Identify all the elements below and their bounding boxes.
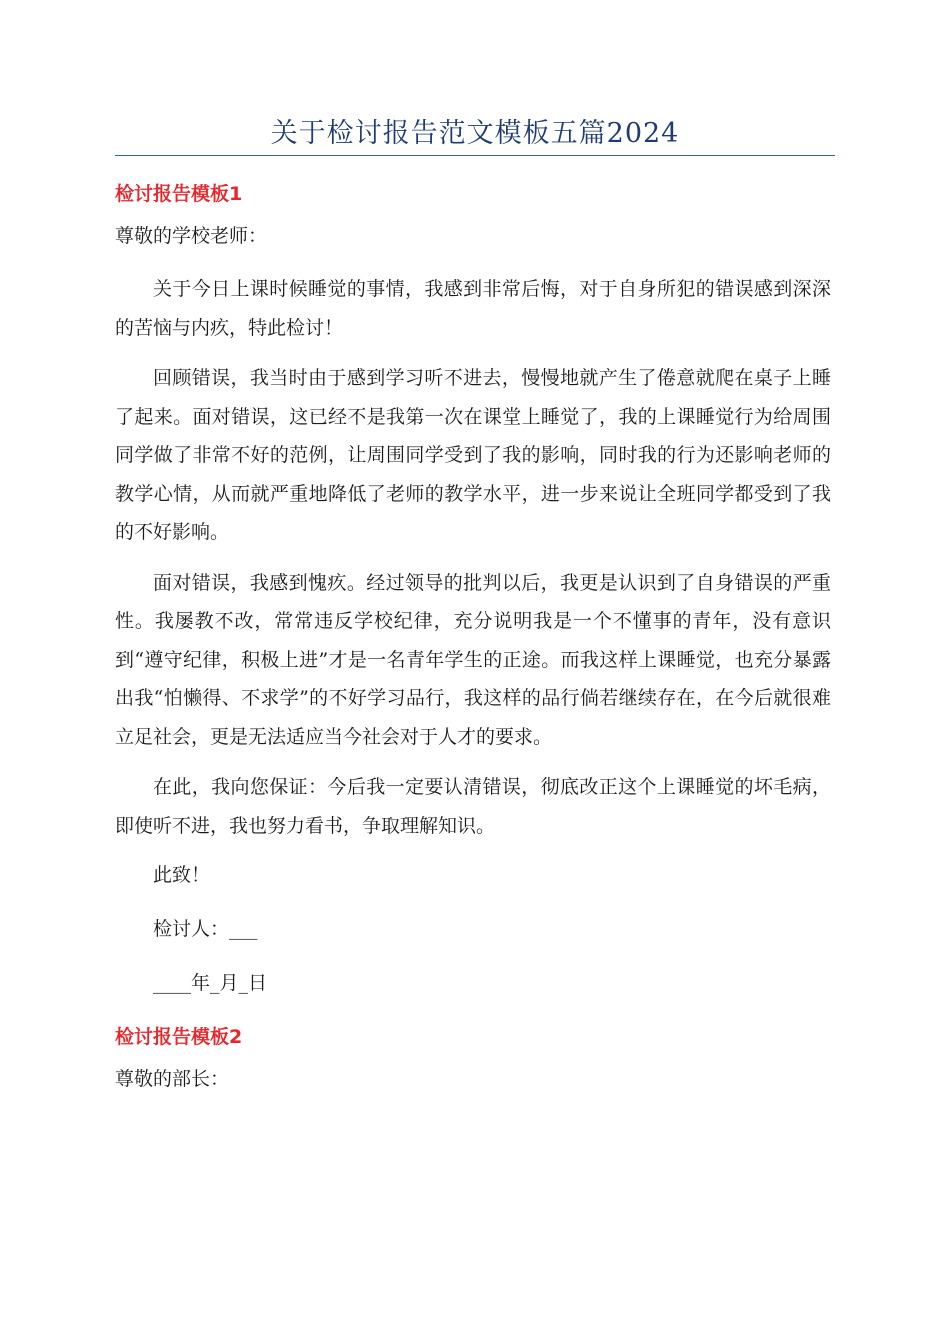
document-title: 关于检讨报告范文模板五篇2024 [270, 118, 680, 149]
body-paragraph: 关于今日上课时候睡觉的事情，我感到非常后悔，对于自身所犯的错误感到深深的苦恼与内疚，特此检讨！ [115, 278, 831, 339]
body-paragraph: 面对错误，我感到愧疚。经过领导的批判以后，我更是认识到了自身错误的严重性。我屡教不改，常常违反学校纪律，充分说明我是一个不懂事的青年，没有意识到“遵守纪律，积极上进”才是一名青年学生的正途。而我这样上课睡觉，也充分暴露出我“怕懒得、不求学”的不好学习品行，我这样的品行倘若继续存在，在今后就很难立足社会，更是无法适应当今社会对于人才的要求。 [115, 571, 831, 748]
salutation: 尊敬的学校老师： [115, 225, 268, 247]
closing-line: 此致！ [153, 864, 211, 886]
title-underline [115, 155, 835, 156]
salutation: 尊敬的部长： [115, 1068, 230, 1090]
date-line: ____年_月_日 [153, 972, 268, 994]
section-heading: 检讨报告模板2 [115, 1026, 243, 1048]
document-body [115, 176, 831, 1113]
signature-line: 检讨人：___ [153, 918, 258, 940]
body-paragraph: 在此，我向您保证：今后我一定要认清错误，彻底改正这个上课睡觉的坏毛病，即使听不进，我也努力看书，争取理解知识。 [115, 776, 831, 837]
body-paragraph: 回顾错误，我当时由于感到学习听不进去，慢慢地就产生了倦意就爬在桌子上睡了起来。面对错误，这已经不是我第一次在课堂上睡觉了，我的上课睡觉行为给周围同学做了非常不好的范例，让周围同学受到了我的影响，同时我的行为还影响老师的教学心情，从而就严重地降低了老师的教学水平，进一步来说让全班同学都受到了我的不好影响。 [115, 367, 831, 543]
section-heading: 检讨报告模板1 [115, 183, 243, 205]
